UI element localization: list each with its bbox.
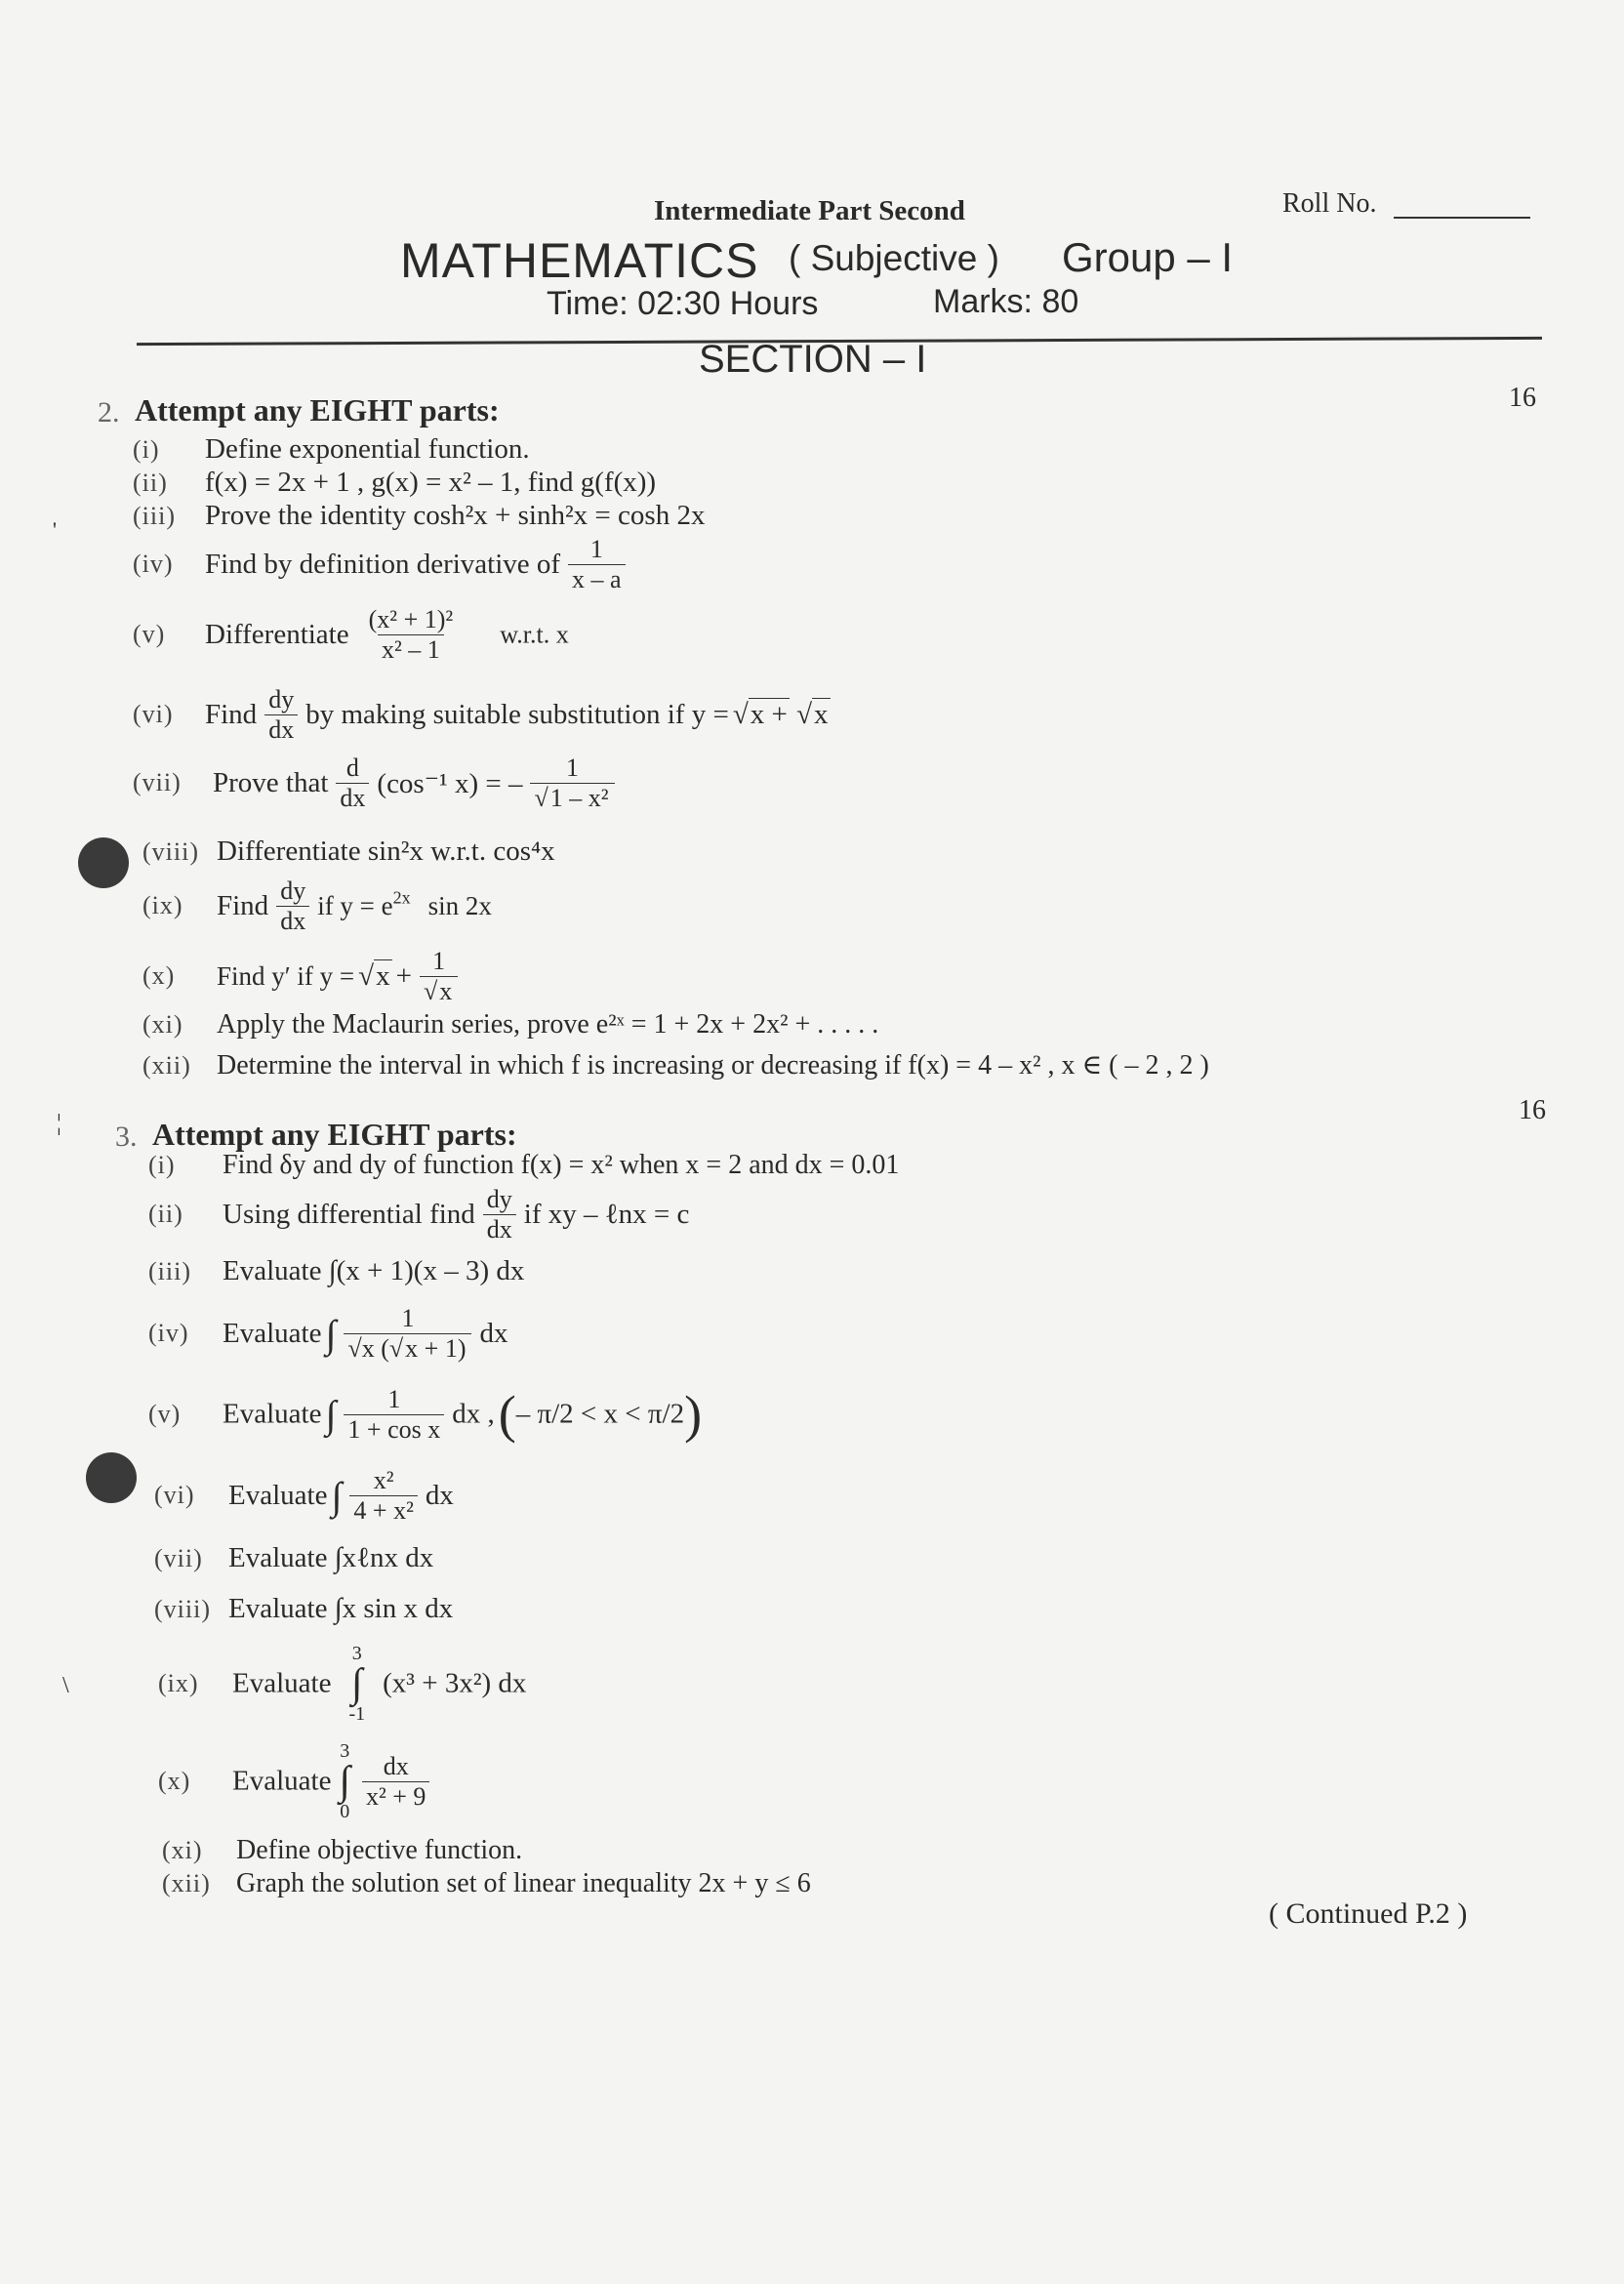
q3-part-6 bbox=[154, 1466, 454, 1526]
part-text: Evaluate ∫xℓnx dx bbox=[228, 1542, 434, 1573]
part-text: Differentiate bbox=[205, 618, 349, 650]
part-text: Define objective function. bbox=[236, 1835, 523, 1865]
part-text-2: (x³ + 3x²) dx bbox=[383, 1667, 527, 1699]
part-number: (xii) bbox=[142, 1051, 191, 1080]
part-number: (ii) bbox=[148, 1200, 183, 1229]
part-text: Define exponential function. bbox=[205, 433, 530, 465]
q3-marks: 16 bbox=[1519, 1095, 1546, 1125]
q2-part-7 bbox=[133, 754, 619, 813]
paper-type: ( Subjective ) bbox=[789, 238, 999, 278]
part-number: (i) bbox=[148, 1151, 176, 1179]
part-text: Differentiate sin²x w.r.t. cos⁴x bbox=[217, 836, 555, 867]
q3-part-12 bbox=[162, 1868, 811, 1899]
part-text-2: by making suitable substitution if y = bbox=[305, 698, 729, 730]
integral-sign: ∫ bbox=[325, 1392, 337, 1437]
fraction: $\frac{\text{(x² + 1)²}}{\text{x² – 1}}$ bbox=[368, 605, 454, 664]
q3-part-4 bbox=[148, 1304, 508, 1364]
q3-number: 3. bbox=[115, 1121, 138, 1153]
q2-part-2 bbox=[133, 467, 656, 499]
radical: √x bbox=[358, 959, 390, 992]
part-text: Evaluate ∫x sin x dx bbox=[228, 1593, 454, 1624]
punch-hole-top bbox=[78, 837, 129, 888]
q2-marks: 16 bbox=[1509, 383, 1536, 413]
continued-note: ( Continued P.2 ) bbox=[1269, 1897, 1468, 1930]
q2-part-5 bbox=[133, 605, 569, 665]
time-label: Time: 02:30 Hours bbox=[547, 285, 819, 322]
q2-part-6 bbox=[133, 685, 831, 745]
q2-part-12 bbox=[142, 1048, 1209, 1081]
part-text: Evaluate bbox=[228, 1479, 328, 1511]
part-text: Find δy and dy of function f(x) = x² when x = 2 and dx = 0.01 bbox=[223, 1150, 900, 1180]
open-paren: ( bbox=[498, 1385, 516, 1444]
fraction: $\frac{dy}{dx}$ bbox=[483, 1185, 516, 1244]
part-number: (xii) bbox=[162, 1869, 211, 1897]
part-number: (iv) bbox=[148, 1319, 189, 1348]
part-number: (v) bbox=[148, 1400, 182, 1428]
q2-part-10 bbox=[142, 947, 462, 1006]
scan-mark: \ bbox=[62, 1673, 69, 1698]
part-text-3: sin 2x bbox=[427, 890, 492, 920]
part-number: (vii) bbox=[133, 768, 182, 797]
subject-title: MATHEMATICS bbox=[400, 233, 759, 288]
part-text: Evaluate bbox=[223, 1317, 322, 1349]
marks-label: Marks: 80 bbox=[933, 283, 1079, 320]
part-number: (vii) bbox=[154, 1544, 203, 1572]
part-number: (viii) bbox=[142, 837, 199, 866]
part-text: Find bbox=[205, 698, 258, 730]
part-number: (iii) bbox=[133, 502, 176, 530]
part-text-2: + bbox=[395, 959, 412, 992]
fraction: $\frac{\text{x²}}{\text{4 + x²}}$ bbox=[349, 1466, 417, 1526]
part-text-2: dx bbox=[425, 1479, 454, 1511]
part-number: (ix) bbox=[158, 1669, 199, 1697]
part-text: Evaluate ∫(x + 1)(x – 3) dx bbox=[223, 1255, 525, 1286]
part-text: Evaluate bbox=[232, 1765, 332, 1797]
q3-part-11 bbox=[162, 1835, 522, 1866]
q2-part-3 bbox=[133, 500, 705, 532]
part-text-2: if y = e bbox=[317, 890, 393, 920]
part-text: Evaluate bbox=[223, 1398, 322, 1430]
q3-part-9 bbox=[158, 1644, 526, 1724]
q2-title: Attempt any EIGHT parts: bbox=[135, 392, 500, 428]
part-text-3: – π/2 < x < π/2 bbox=[515, 1398, 685, 1430]
part-number: (ix) bbox=[142, 891, 183, 920]
q2-number: 2. bbox=[98, 396, 120, 428]
fraction: $\frac{1}{√x (√x + 1)}$ bbox=[344, 1304, 471, 1364]
q2-part-9 bbox=[142, 877, 492, 936]
q2-part-1 bbox=[133, 433, 530, 466]
exponent: 2x bbox=[392, 887, 411, 908]
part-number: (i) bbox=[133, 435, 160, 464]
part-text: Find y′ if y = bbox=[217, 960, 355, 991]
part-text: Prove that bbox=[213, 766, 329, 798]
part-number: (vi) bbox=[154, 1481, 195, 1510]
q3-part-1 bbox=[148, 1150, 899, 1181]
part-text: Find bbox=[217, 889, 269, 921]
q3-title: Attempt any EIGHT parts: bbox=[152, 1117, 517, 1152]
part-text: f(x) = 2x + 1 , g(x) = x² – 1, find g(f(x)) bbox=[205, 467, 657, 498]
scan-mark: ¦ bbox=[57, 1111, 61, 1136]
part-number: (xi) bbox=[162, 1836, 203, 1864]
part-number: (v) bbox=[133, 620, 166, 649]
level-label: Intermediate Part Second bbox=[654, 195, 965, 226]
q3-part-10 bbox=[158, 1741, 433, 1821]
part-text: Using differential find bbox=[223, 1198, 475, 1230]
fraction: $\frac{1}{√x}$ bbox=[420, 947, 458, 1006]
definite-integral: 3 ∫ -1 bbox=[348, 1643, 366, 1725]
part-number: (x) bbox=[158, 1767, 191, 1795]
part-text-2: dx , bbox=[452, 1398, 495, 1430]
part-number: (x) bbox=[142, 961, 176, 991]
close-paren: ) bbox=[684, 1385, 703, 1444]
part-text: Prove the identity cosh²x + sinh²x = cosh 2x bbox=[205, 500, 706, 531]
q2-part-4 bbox=[133, 535, 629, 594]
integral-sign: ∫ bbox=[325, 1311, 337, 1356]
part-text-2: if xy – ℓnx = c bbox=[523, 1198, 690, 1230]
q2-part-8 bbox=[142, 836, 555, 868]
q2-part-11 bbox=[142, 1009, 878, 1040]
q3-part-7 bbox=[154, 1542, 433, 1574]
part-text: Determine the interval in which f is increasing or decreasing if f(x) = 4 – x² , x ∈ ( – 2 , 2 ) bbox=[217, 1050, 1209, 1081]
fraction: $\frac{d}{dx}$ bbox=[336, 754, 369, 813]
integral-sign: ∫ bbox=[331, 1473, 343, 1518]
q3-part-8 bbox=[154, 1593, 453, 1625]
punch-hole-bottom bbox=[86, 1452, 137, 1503]
fraction: $\frac{dy}{dx}$ bbox=[264, 685, 298, 745]
q3-part-3 bbox=[148, 1255, 524, 1287]
part-text-2: dx bbox=[479, 1317, 508, 1349]
part-text: Graph the solution set of linear inequality 2x + y ≤ 6 bbox=[236, 1868, 811, 1898]
part-number: (viii) bbox=[154, 1595, 211, 1623]
part-text: Evaluate bbox=[232, 1667, 332, 1699]
group-label: Group – I bbox=[1062, 234, 1234, 280]
definite-integral: 3 ∫ 0 bbox=[339, 1740, 350, 1822]
part-text-2: (cos⁻¹ x) = – bbox=[377, 767, 523, 799]
scan-mark: ' bbox=[53, 517, 57, 542]
roll-no-line bbox=[1394, 217, 1530, 219]
part-text-2: w.r.t. x bbox=[500, 620, 569, 649]
fraction: $\frac{dx}{\text{x² + 9}}$ bbox=[362, 1752, 429, 1812]
part-number: (xi) bbox=[142, 1010, 183, 1039]
roll-no-label: Roll No. bbox=[1282, 188, 1377, 219]
part-number: (iii) bbox=[148, 1257, 191, 1285]
part-number: (iv) bbox=[133, 550, 174, 579]
fraction: $\frac{1}{x - a}$ bbox=[568, 535, 626, 594]
q3-part-2 bbox=[148, 1185, 689, 1244]
part-text: Find by definition derivative of bbox=[205, 548, 561, 580]
q3-part-5 bbox=[148, 1384, 702, 1445]
fraction: $\frac{dy}{dx}$ bbox=[276, 877, 309, 936]
part-number: (vi) bbox=[133, 700, 174, 729]
section-title: SECTION – I bbox=[699, 338, 927, 381]
part-text: Apply the Maclaurin series, prove e²ˣ = 1 + 2x + 2x² + . . . . . bbox=[217, 1009, 879, 1040]
fraction-2: $\frac{1}{\text{√1 – x²}}$ bbox=[530, 754, 614, 813]
radical: √x + √x bbox=[732, 698, 829, 730]
fraction: $\frac{1}{\text{1 + cos x}}$ bbox=[344, 1385, 444, 1445]
part-number: (ii) bbox=[133, 469, 168, 497]
